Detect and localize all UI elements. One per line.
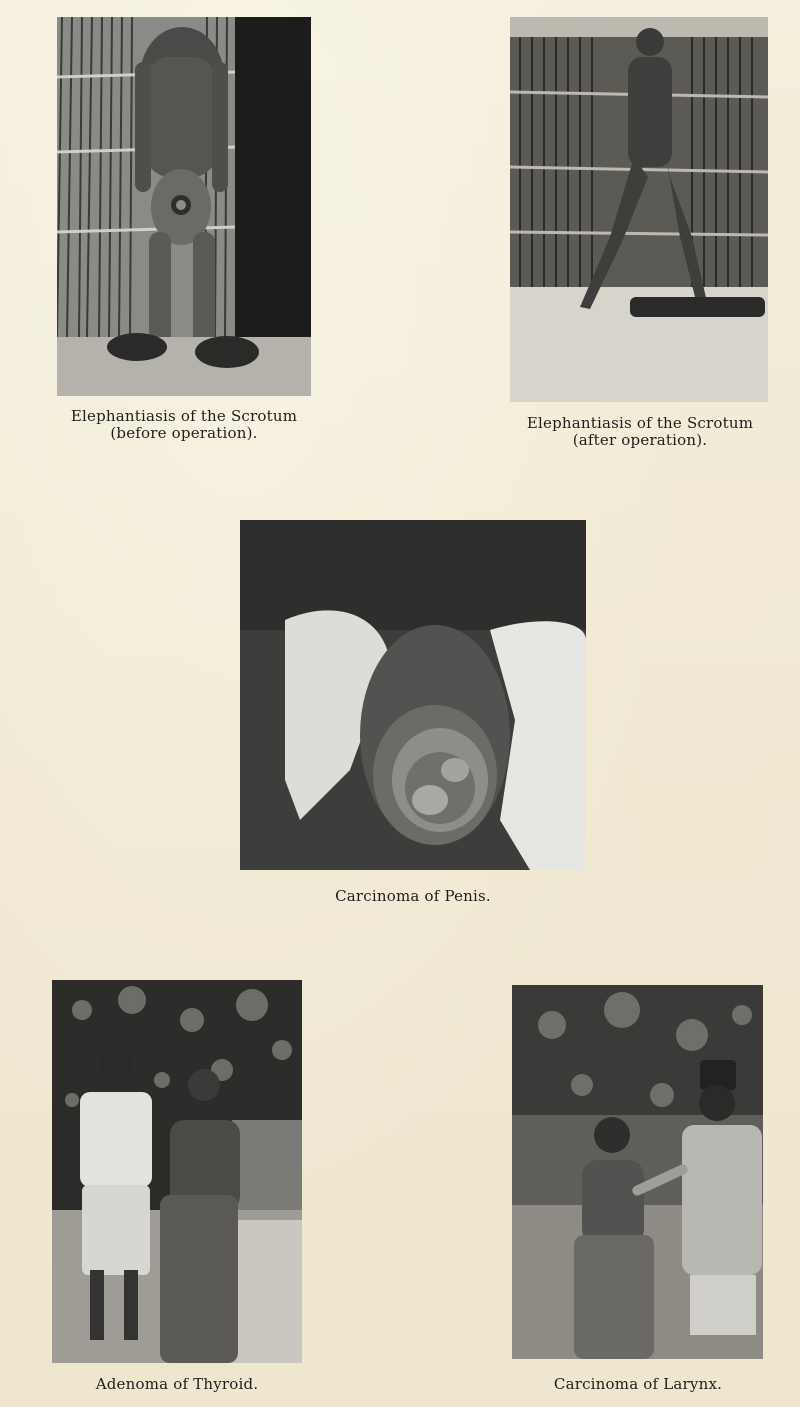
caption-line: (before operation).: [110, 424, 258, 442]
caption-carcinoma-larynx: [500, 1376, 776, 1393]
photo-carcinoma-penis: [240, 520, 586, 870]
photo-adenoma-thyroid: [52, 980, 302, 1363]
caption-line: (after operation).: [572, 431, 708, 449]
caption-line: Carcinoma of Penis.: [335, 887, 491, 905]
caption-adenoma-thyroid: [52, 1376, 302, 1393]
caption-line: Elephantiasis of the Scrotum: [526, 414, 754, 432]
caption-carcinoma-penis: [240, 888, 586, 905]
photo-carcinoma-larynx: [512, 985, 763, 1359]
caption-elephantiasis-before: [57, 408, 311, 442]
caption-line: Adenoma of Thyroid.: [95, 1375, 259, 1393]
photo-elephantiasis-after: [510, 17, 768, 402]
caption-line: Carcinoma of Larynx.: [553, 1375, 723, 1393]
photo-elephantiasis-before: [57, 17, 311, 396]
caption-line: Elephantiasis of the Scrotum: [70, 407, 298, 425]
caption-elephantiasis-after: [505, 415, 775, 449]
